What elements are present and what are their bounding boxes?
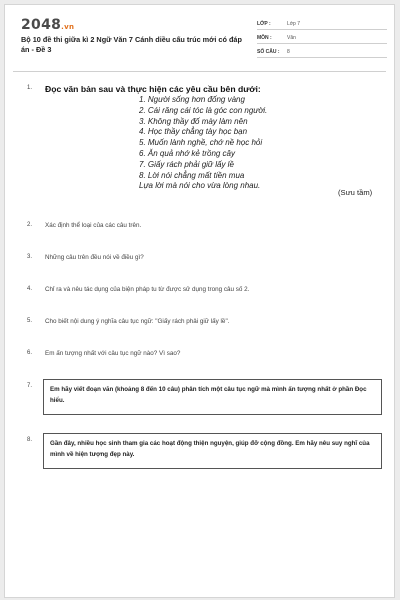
logo-main: 2048	[21, 17, 62, 33]
essay-question-7: Em hãy viết đoạn văn (khoảng 8 đến 10 câu) phân tích một câu tục ngữ mà mình ấn tượng nhất ở phần Đọc hiểu.	[43, 379, 382, 415]
meta-class-row	[257, 19, 387, 30]
question-number: 4.	[27, 286, 33, 292]
question-number: 7.	[27, 383, 33, 389]
site-logo[interactable]	[21, 17, 74, 33]
source-note: (Sưu tầm)	[338, 188, 373, 197]
proverb-line: 1. Người sống hơn đống vàng	[139, 95, 245, 104]
question-4-text: Chỉ ra và nêu tác dụng của biện pháp tu từ được sử dụng trong câu số 2.	[45, 286, 250, 293]
proverb-line: 7. Giấy rách phải giữ lấy lề	[139, 159, 234, 169]
proverb-line: 3. Không thầy đố mày làm nên	[139, 116, 248, 126]
exam-title: Bộ 10 đề thi giữa kì 2 Ngữ Văn 7 Cánh diều cấu trúc mới có đáp án - Đề 3	[21, 35, 242, 54]
question-number: 6.	[27, 350, 33, 356]
proverb-line: 2. Cái răng cái tóc là góc con người.	[139, 105, 268, 115]
logo-suffix: .vn	[61, 23, 75, 31]
header-divider	[13, 71, 386, 72]
question-2-text: Xác định thể loại của các câu trên.	[45, 222, 142, 229]
meta-key: SỐ CÂU :	[257, 49, 280, 55]
proverb-line: 8. Lời nói chẳng mất tiền mua	[139, 170, 245, 180]
question-number: 2.	[27, 222, 33, 228]
question-5-text: Cho biết nội dung ý nghĩa câu tục ngữ: "Giấy rách phải giữ lấy lề".	[45, 318, 230, 325]
meta-value: 8	[287, 49, 290, 55]
exam-page	[4, 4, 395, 598]
essay-question-8: Gần đây, nhiều học sinh tham gia các hoạt động thiện nguyện, giúp đỡ cộng đồng. Em hãy nêu suy nghĩ của mình về hiện tượng đẹp này.	[43, 433, 382, 469]
meta-value: Lớp 7	[287, 21, 301, 27]
question-number: 3.	[27, 254, 33, 260]
proverb-line: 5. Muốn lành nghề, chớ nề học hỏi	[139, 138, 263, 148]
meta-count-row	[257, 47, 387, 58]
meta-subject-row	[257, 33, 387, 44]
meta-key: MÔN :	[257, 35, 272, 41]
meta-value: Văn	[287, 35, 296, 41]
proverb-line: 4. Học thầy chẳng tày học bạn	[139, 127, 248, 137]
question-number: 5.	[27, 318, 33, 324]
question-1-instruction: Đọc văn bản sau và thực hiện các yêu cầu bên dưới:	[45, 84, 261, 94]
question-3-text: Những câu trên đều nói về điều gì?	[45, 254, 144, 261]
question-6-text: Em ấn tượng nhất với câu tục ngữ nào? Vì sao?	[45, 350, 181, 357]
proverb-line: 6. Ăn quả nhớ kẻ trồng cây	[139, 148, 236, 158]
question-number: 8.	[27, 437, 33, 443]
question-number: 1.	[27, 85, 33, 91]
proverb-line: Lựa lời mà nói cho vừa lòng nhau.	[139, 181, 261, 191]
proverb-list	[139, 95, 267, 192]
meta-key: LỚP :	[257, 21, 271, 27]
